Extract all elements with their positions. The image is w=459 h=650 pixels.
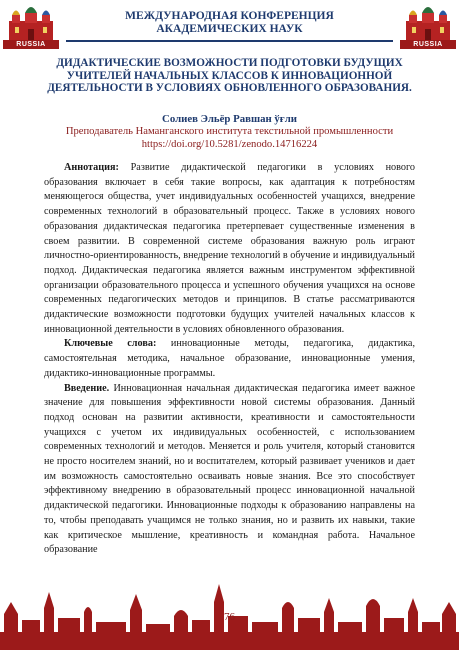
introduction-label: Введение. [64, 382, 110, 394]
conference-title-line2: АКАДЕМИЧЕСКИХ НАУК [156, 23, 303, 35]
conference-title-line1: МЕЖДУНАРОДНАЯ КОНФЕРЕНЦИЯ [125, 10, 334, 22]
cathedral-icon [400, 3, 456, 41]
keywords-paragraph [44, 337, 415, 381]
abstract-text: Развитие дидактической педагогики в условиях нового образования включает в себя такие вопросы, как адаптация к потребностям меняющегося общества, учет индивидуальных особенностей учащихся, внедрение современных технологий в образовательный процесс. Также в условиях нового образования дидактическая педагогика претерпевает существенные изменения в своем развитии. В современной системе образования важную роль играют личностно-ориентированность, внедрение технологий в обучение и индивидуальный подход. Дидактическая педагогика является важным инструментом эффективной организации образовательного процесса и успешного обучения учащихся на основе современных педагогических методов и принципов. В статье рассматриваются дидактические возможности подготовки будущих учителей начальных классов к инновационной деятельности в условиях обновленного образования. [44, 162, 416, 335]
conference-title [66, 10, 393, 36]
conference-header [0, 0, 459, 52]
article-title: ДИДАКТИЧЕСКИЕ ВОЗМОЖНОСТИ ПОДГОТОВКИ БУДУЩИХ УЧИТЕЛЕЙ НАЧАЛЬНЫХ КЛАССОВ К ИННОВАЦИОННОЙ ДЕЯТЕЛЬНОСТИ В УСЛОВИЯХ ОБНОВЛЕННОГО ОБРАЗОВАНИЯ. [47, 57, 412, 95]
introduction-text: Инновационная начальная дидактическая педагогика имеет важное значение для повышения эффективности новой системы образования. Данный подход основан на развитии активности, креативности и самостоятельности учащихся с учетом их индивидуальных особенностей, с использованием современных технологий и методов. Меняется и роль учителя, который становится не просто носителем знаний, но и воспитателем, который развивает учеников и дает им возможность самостоятельно осваивать новые знания. Все это способствует эффективному внедрению в образовательный процесс инновационной начальной дидактической педагогики. Инновационные подходы к образованию направлены на то, чтобы преподавать учащимся не только знания, но и развить их навыки, такие как критическое мышление, креативность и командная работа. Начальное образование [44, 382, 415, 556]
russia-logo-left [3, 3, 59, 49]
keywords-text: инновационные методы, педагогика, дидактика, самостоятельная методика, начальное образование, инновационные умения, дидактико-инновационные программы. [44, 338, 416, 379]
logo-banner: RUSSIA [3, 40, 59, 49]
author-affiliation-block [30, 125, 429, 151]
russia-logo-right [400, 3, 456, 49]
abstract-paragraph [44, 161, 415, 337]
abstract-label: Аннотация: [64, 162, 119, 173]
author-affiliation: Преподаватель Наманганского института текстильной промышленности [65, 126, 394, 137]
introduction-paragraph [44, 382, 415, 558]
article-body [44, 161, 415, 558]
page-number: 76 [224, 611, 235, 623]
logo-banner: RUSSIA [400, 40, 456, 49]
header-divider [66, 40, 393, 42]
author-name: Солиев Эльёр Равшан ўғли [162, 113, 297, 125]
doi-link[interactable]: https://doi.org/10.5281/zenodo.14716224 [141, 139, 318, 150]
keywords-label: Ключевые слова: [64, 338, 157, 350]
cathedral-icon [3, 3, 59, 41]
